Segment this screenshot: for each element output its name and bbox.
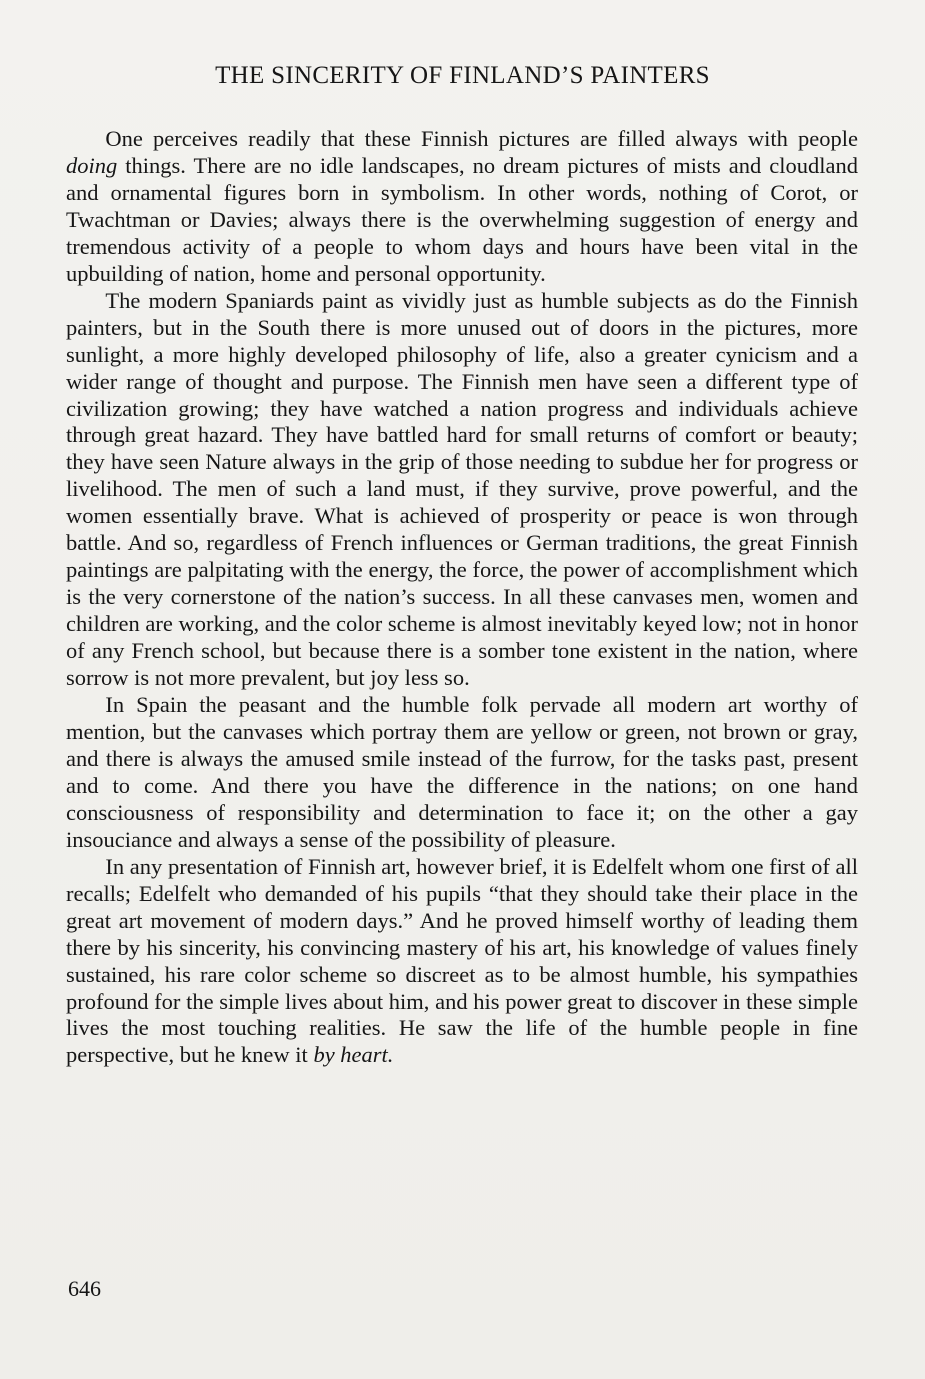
paragraph-1: [66, 126, 858, 288]
paragraph-3: [66, 692, 858, 854]
paragraph-3-segment-1: In Spain the peasant and the humble folk pervade all modern art worthy of mention, but the canvases which portray them are yellow or green, not brown or gray, and there is always the amused smile instead of the furrow, for the tasks past, present and to come. And there you have the difference in the nations; on one hand consciousness of responsibility and determination to face it; on the other a gay insouciance and always a sense of the possibility of pleasure.: [66, 692, 858, 852]
paragraph-2-segment-1: The modern Spaniards paint as vividly just as humble subjects as do the Finnish painters, but in the South there is more unused out of doors in the pictures, more sunlight, a more highly developed philosophy of life, also a greater cynicism and a wider range of thought and purpose. The Finnish men have seen a different type of civilization growing; they have watched a nation progress and individuals achieve through great hazard. They have battled hard for small returns of comfort or beauty; they have seen Nature always in the grip of those needing to subdue her for progress or livelihood. The men of such a land must, if they survive, prove powerful, and the women essentially brave. What is achieved of prosperity or peace is won through battle. And so, regardless of French influences or German traditions, the great Finnish paintings are palpitating with the energy, the force, the power of accomplishment which is the very cornerstone of the nation’s success. In all these canvases men, women and children are working, and the color scheme is almost inevitably keyed low; not in honor of any French school, but because there is a somber tone existent in the nation, where sorrow is not more prevalent, but joy less so.: [66, 287, 858, 691]
paragraph-1-italic-doing: doing: [66, 152, 118, 178]
body-text: [66, 126, 858, 1069]
paragraph-4: [66, 854, 858, 1070]
paragraph-4-segment-1: In any presentation of Finnish art, however brief, it is Edelfelt whom one first of all recalls; Edelfelt who demanded of his pupils “that they should take their place in the great art movement of modern days.” And he proved himself worthy of leading them there by his sincerity, his convincing mastery of his art, his knowledge of values finely sustained, his rare color scheme so discreet as to be almost humble, his sympathies profound for the simple lives about him, and his power great to discover in these simple lives the most touching realities. He saw the life of the humble people in fine perspective, but he knew it: [66, 853, 858, 1068]
paragraph-2: [66, 288, 858, 692]
paragraph-4-italic-by-heart: by heart.: [313, 1042, 394, 1068]
page-number: 646: [68, 1276, 101, 1301]
paragraph-1-segment-1: One perceives readily that these Finnish pictures are filled always with people: [105, 126, 858, 151]
running-head: THE SINCERITY OF FINLAND’S PAINTERS: [215, 62, 710, 89]
paragraph-1-segment-3: things. There are no idle landscapes, no dream pictures of mists and cloudland and ornamental figures born in symbolism. In other words, nothing of Corot, or Twachtman or Davies; always there is the overwhelming suggestion of energy and tremendous activity of a people to whom days and hours have been vital in the upbuilding of nation, home and personal opportunity.: [66, 152, 858, 286]
